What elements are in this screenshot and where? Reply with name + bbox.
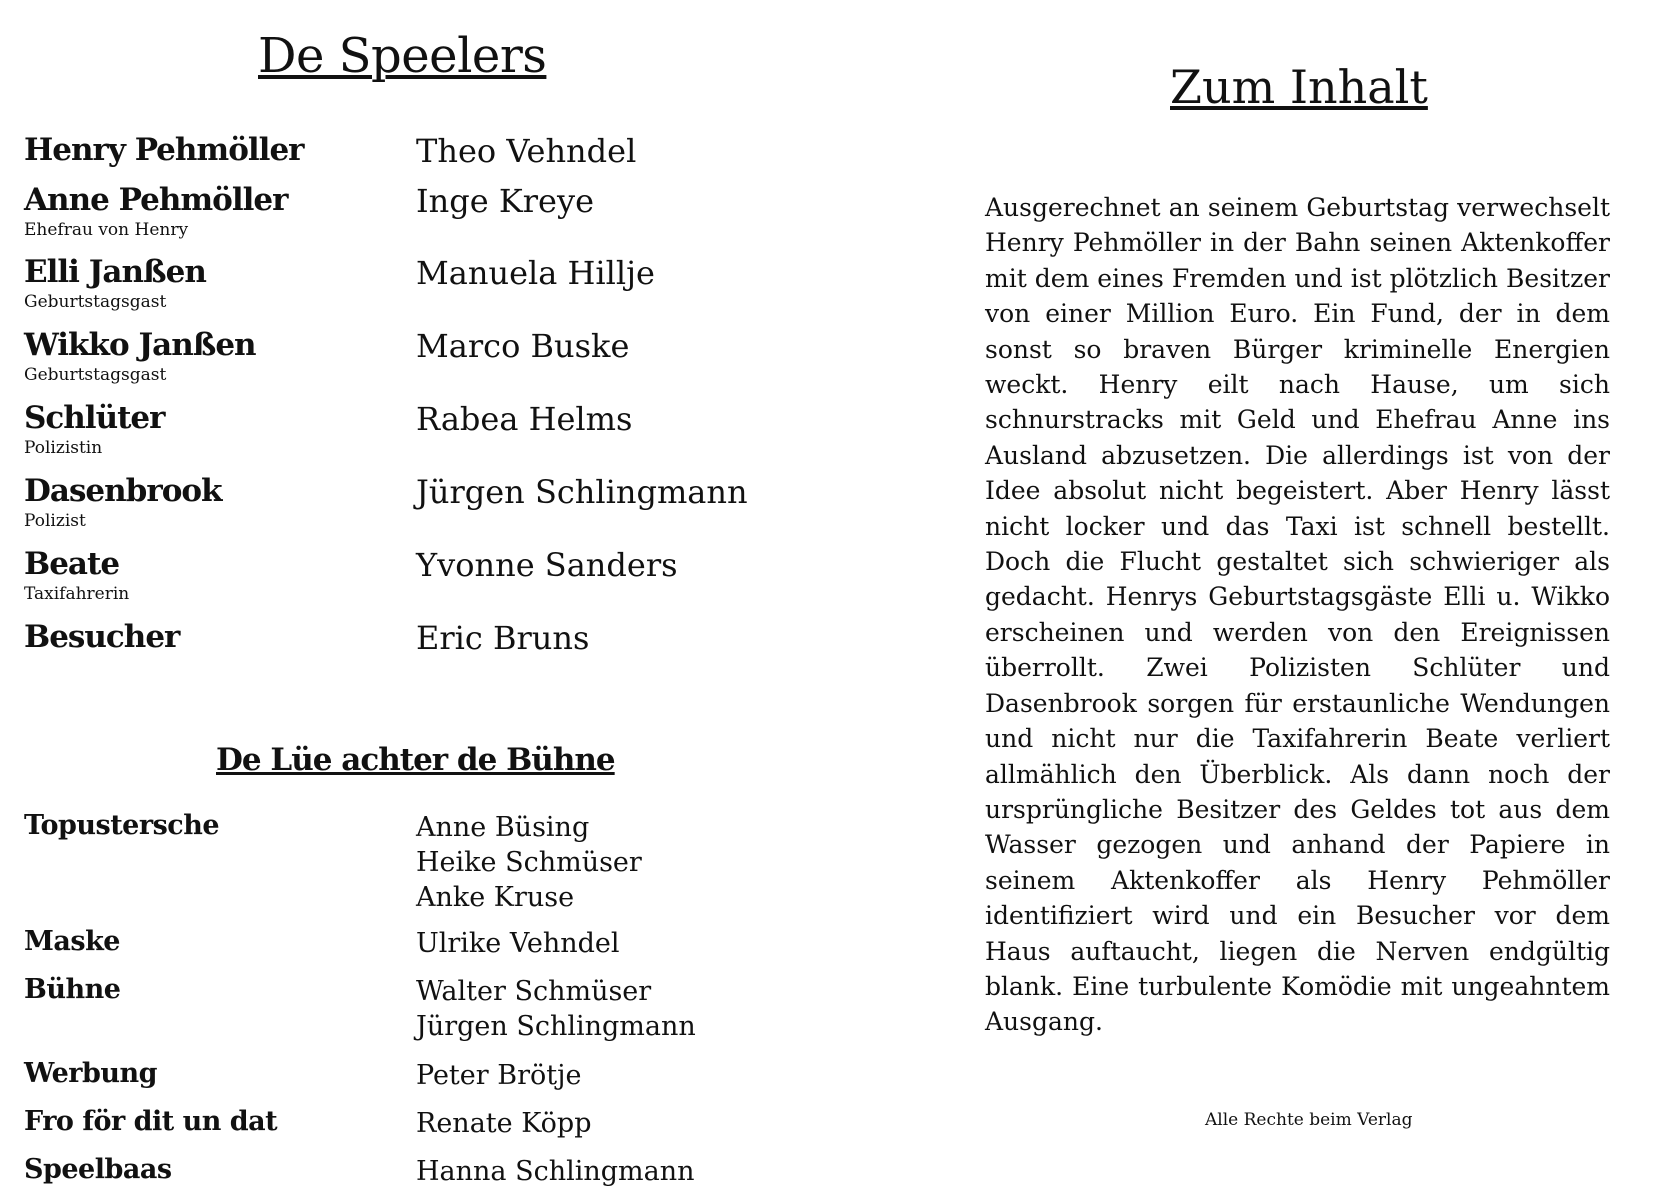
- crew-label: Fro för dit un dat: [24, 1106, 278, 1137]
- crew-label: Speelbaas: [24, 1154, 172, 1185]
- cast-actor: Inge Kreye: [416, 182, 594, 220]
- crew-names: [416, 810, 642, 926]
- summary-text: Ausgerechnet an seinem Geburtstag verwechselt Henry Pehmöller in der Bahn seinen Aktenkoffer mit dem eines Fremden und ist plötzlich Besitzer von einer Million Euro. Ein Fund, der in dem sonst so braven Bürger kriminelle Energien weckt. Henry eilt nach Hause, um sich schnurstracks mit Geld und Ehefrau Anne ins Ausland abzusetzen. Die allerdings ist von der Idee absolut nicht begeistert. Aber Henry lässt nicht locker und das Taxi ist schnell bestellt. Doch die Flucht gestaltet sich schwieriger als gedacht. Henrys Geburtstagsgäste Elli u. Wikko erscheinen und werden von den Ereignissen überrollt. Zwei Polizisten Schlüter und Dasenbrook sorgen für erstaunliche Wendungen und nicht nur die Taxifahrerin Beate verliert allmählich den Überblick. Als dann noch der ursprüngliche Besitzer des Geldes tot aus dem Wasser gezogen und anhand der Papiere in seinem Aktenkoffer als Henry Pehmöller identifiziert wird und ein Besucher vor dem Haus auftaucht, liegen die Nerven endgültig blank. Eine turbulente Komödie mit ungeahntem Ausgang.: [985, 193, 1610, 1037]
- crew-title: De Lüe achter de Bühne: [216, 742, 615, 778]
- cast-row: [24, 254, 744, 327]
- crew-name: Walter Schmüser: [416, 976, 652, 1007]
- cast-role: Besucher: [24, 619, 180, 655]
- cast-role: Wikko Janßen: [24, 327, 256, 363]
- cast-title: De Speelers: [258, 28, 547, 84]
- cast-row: [24, 546, 744, 619]
- cast-role: Dasenbrook: [24, 473, 222, 509]
- cast-role-description: Geburtstagsgast: [24, 365, 167, 385]
- crew-names: [416, 926, 620, 974]
- crew-names: [416, 974, 696, 1058]
- cast-row: [24, 327, 744, 400]
- crew-name: Anke Kruse: [416, 882, 575, 913]
- cast-role-description: Polizist: [24, 511, 86, 531]
- crew-list: [24, 810, 744, 1202]
- crew-row: [24, 810, 744, 926]
- cast-row: [24, 182, 744, 254]
- cast-row: [24, 132, 744, 182]
- crew-name: Anne Büsing: [416, 812, 590, 843]
- cast-role: Elli Janßen: [24, 254, 206, 290]
- summary-title: Zum Inhalt: [1170, 60, 1428, 114]
- cast-actor: Marco Buske: [416, 327, 630, 365]
- cast-actor: Jürgen Schlingmann: [416, 473, 748, 511]
- crew-names: [416, 1154, 695, 1202]
- crew-label: Topustersche: [24, 810, 220, 841]
- cast-row: [24, 619, 744, 669]
- crew-row: [24, 1058, 744, 1106]
- cast-role: Henry Pehmöller: [24, 132, 304, 168]
- summary-page: [985, 0, 1625, 1204]
- cast-role: Beate: [24, 546, 120, 582]
- cast-role: Anne Pehmöller: [24, 182, 288, 218]
- crew-names: [416, 1106, 591, 1154]
- cast-row: [24, 400, 744, 473]
- cast-role: Schlüter: [24, 400, 165, 436]
- cast-page: [0, 0, 760, 1204]
- cast-role-description: Geburtstagsgast: [24, 292, 167, 312]
- cast-role-description: Taxifahrerin: [24, 584, 130, 604]
- cast-role-description: Ehefrau von Henry: [24, 220, 189, 240]
- crew-name: Heike Schmüser: [416, 847, 642, 878]
- cast-actor: Eric Bruns: [416, 619, 590, 657]
- cast-list: [24, 132, 748, 669]
- cast-actor: Manuela Hillje: [416, 254, 655, 292]
- rights-notice: Alle Rechte beim Verlag: [1205, 1110, 1413, 1130]
- cast-actor: Rabea Helms: [416, 400, 633, 438]
- crew-row: [24, 926, 744, 974]
- cast-actor: Theo Vehndel: [416, 132, 637, 170]
- crew-row: [24, 974, 744, 1058]
- crew-label: Werbung: [24, 1058, 158, 1089]
- cast-row: [24, 473, 748, 546]
- crew-name: Jürgen Schlingmann: [416, 1011, 696, 1042]
- crew-label: Maske: [24, 926, 120, 957]
- crew-label: Bühne: [24, 974, 121, 1005]
- crew-row: [24, 1154, 744, 1202]
- crew-name: Hanna Schlingmann: [416, 1156, 695, 1187]
- crew-name: Peter Brötje: [416, 1060, 582, 1091]
- cast-actor: Yvonne Sanders: [416, 546, 678, 584]
- crew-names: [416, 1058, 581, 1106]
- cast-role-description: Polizistin: [24, 438, 103, 458]
- crew-name: Renate Köpp: [416, 1108, 592, 1139]
- crew-row: [24, 1106, 744, 1154]
- crew-name: Ulrike Vehndel: [416, 928, 620, 959]
